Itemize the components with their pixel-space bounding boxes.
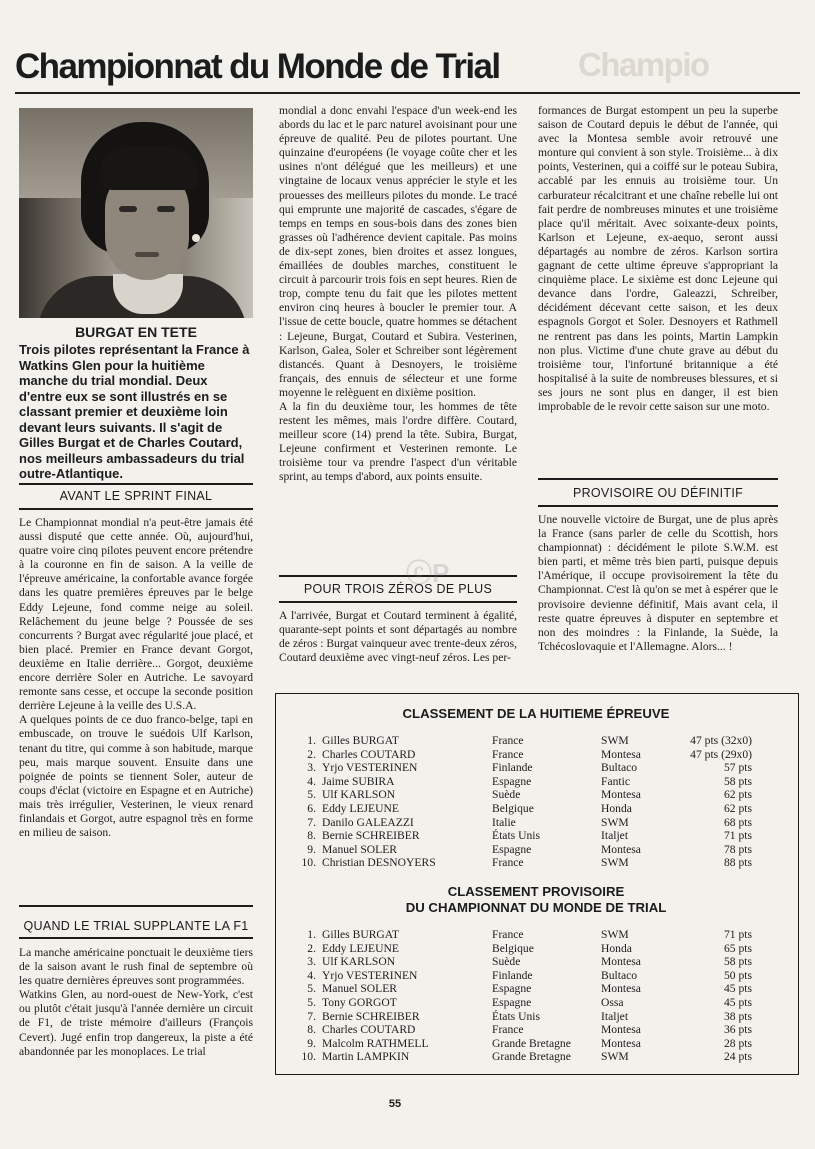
bleed-through-title: Champio	[578, 46, 709, 83]
table-row	[296, 829, 756, 843]
country-cell: Espagne	[492, 774, 532, 788]
rider-name-cell: Malcolm RATHMELL	[322, 1036, 429, 1050]
table-title-huitieme: CLASSEMENT DE LA HUITIEME ÉPREUVE	[402, 706, 670, 721]
points-cell: 36 pts	[723, 1023, 752, 1037]
article-text-provisoire	[538, 513, 778, 654]
rank-cell: 10.	[301, 856, 316, 870]
motorcycle-cell: Montesa	[601, 842, 641, 856]
motorcycle-cell: SWM	[601, 928, 629, 941]
section-heading-provisoire: PROVISOIRE OU DÉFINITIF	[572, 486, 744, 500]
motorcycle-cell: Fantic	[601, 774, 630, 788]
table-row	[296, 1050, 756, 1064]
motorcycle-cell: Bultaco	[601, 761, 638, 775]
table-row	[296, 761, 756, 775]
rider-name-cell: Bernie SCHREIBER	[322, 829, 420, 843]
country-cell: Suède	[492, 788, 521, 802]
motorcycle-cell: Montesa	[601, 955, 641, 969]
paragraph: A quelques points de ce duo franco-belge, tapi en embuscade, on trouve le suédois Ulf Karlson, tenant du titre, qui comme à son habitude, marque peu, mais marque souvent. Ensuite dans une poignée de points se tiennent Soler, auteur de coups d'éclat (victoire en Espagne et en Autriche) mais très irrégulier, Vesterinen, le vieux renard finlandais et Gorgot, autre espagnol très en forme en milieu de saison.	[19, 713, 253, 840]
motorcycle-cell: SWM	[601, 734, 629, 747]
country-cell: États Unis	[492, 1009, 540, 1023]
table-row	[296, 928, 756, 942]
rider-name-cell: Danilo GALEAZZI	[322, 815, 414, 829]
points-cell: 28 pts	[723, 1036, 752, 1050]
country-cell: Espagne	[492, 995, 532, 1009]
points-cell: 65 pts	[723, 941, 752, 955]
rank-cell: 4.	[307, 968, 316, 982]
paragraph: mondial a donc envahi l'espace d'un week-end les abords du lac et le parc naturel avoisinant pour une épreuve de qualité. Peu de pilotes pourtant. Une quinzaine d'européens (le voyage coûte cher et les usines n'ont délégué que les meilleurs) et une vingtaine de locaux venus apprécier le style et les prouesses des meilleurs pilotes du monde. Le tracé qui emprunte une majorité de cascades, s'égare de temps en temps en sous-bois dans des zones bien grasses où l'adhérence devient capitale. Pas moins de dix-sept zones, bien droites et assez longues, émaillées de doubles marches, constituent le circuit à parcourir trois fois en sept heures. Rien de trop, compte tenu du fait que les pilotes mettent environ cinq heures à boucler le premier tour. A l'issue de cette boucle, quatre hommes se détachent : Lejeune, Burgat, Coutard et Subira. Vesterinen, Karlson, Galea, Soler et Schreiber sont légèrement distancés. Quant à Desnoyers, le troisième français, des ennuis de sélecteur et une forme moyenne le relèguent en dixième position.	[279, 104, 517, 399]
table-row	[296, 982, 756, 996]
motorcycle-cell: Ossa	[601, 995, 624, 1009]
motorcycle-cell: Italjet	[601, 1009, 629, 1023]
page-number: 55	[388, 1098, 402, 1110]
results-table-huitieme	[296, 734, 756, 870]
section-heading-avant-sprint: AVANT LE SPRINT FINAL	[59, 489, 213, 503]
rider-name-cell: Martin LAMPKIN	[322, 1050, 410, 1064]
points-cell: 24 pts	[723, 1050, 752, 1064]
paragraph: Le Championnat mondial n'a peut-être jamais été aussi disputé que cette année. Où, aujourd'hui, quatre voire cinq pilotes peuvent encore prétendre à la couronne en fin de saison. A la veille de l'épreuve américaine, la confortable avance forgée dans les quatre premières épreuves par le belge Eddy Lejeune, fond comme neige au soleil. Relâchement du jeune belge ? Poussée de ses concurrents ? Burgat avec régularité joue placé, et bien placé. Premier en France devant Gorgot, deuxième en Italie derrière... Gorgot, deuxième encore derrière Soler en Autriche. Le savoyard remonte sans cesse, et occupe la seconde position derrière Lejeune à la veille des U.S.A.	[19, 516, 253, 713]
rank-cell: 1.	[307, 928, 316, 941]
table-title-provisoire-2: DU CHAMPIONNAT DU MONDE DE TRIAL	[405, 900, 667, 915]
country-cell: Grande Bretagne	[492, 1050, 571, 1064]
rider-name-cell: Yrjo VESTERINEN	[322, 761, 418, 775]
rank-cell: 3.	[307, 761, 316, 775]
title-rule	[15, 92, 800, 94]
rider-name-cell: Ulf KARLSON	[322, 788, 396, 802]
table-row	[296, 942, 756, 956]
motorcycle-cell: Italjet	[601, 829, 629, 843]
paragraph: Une nouvelle victoire de Burgat, une de plus après la France (sans parler de celle du Scottish, hors championnat) : décidément le pilote S.W.M. est bien parti, et même très bien parti, puisque depuis l'Amérique, il occupe provisoirement la tête du Championnat. C'est là qu'on se met à espérer que le provisoire devienne définitif, Mais avant cela, il reste quatre épreuves à disputer en septembre et non des moindres : la Finlande, la Suède, la Tchécoslovaquie et l'Allemagne. Alors... !	[538, 513, 778, 653]
country-cell: États Unis	[492, 829, 540, 843]
section-rule	[279, 601, 517, 603]
photo-caption: Trois pilotes représentant la France à Watkins Glen pour la huitième manche du trial mondial. Deux d'entre eux se sont illustrés en se classant premier et deuxième loin devant leurs suivants. Il s'agit de Gilles Burgat et de Charles Coutard, nos meilleurs ambassadeurs du trial outre-Atlantique.	[19, 342, 250, 481]
section-rule	[19, 483, 253, 485]
rank-cell: 5.	[307, 995, 316, 1009]
paragraph: La manche américaine ponctuait le deuxième tiers de la saison avant le rush final de septembre où les quatre dernières épreuves sont programmées.	[19, 946, 253, 988]
table-row	[296, 843, 756, 857]
country-cell: Italie	[492, 815, 516, 829]
points-cell: 45 pts	[723, 995, 752, 1009]
rank-cell: 5.	[307, 982, 316, 996]
motorcycle-cell: SWM	[601, 1050, 629, 1064]
section-heading-trial-f1: QUAND LE TRIAL SUPPLANTE LA F1	[23, 919, 249, 933]
rider-name-cell: Eddy LEJEUNE	[322, 941, 399, 955]
motorcycle-cell: SWM	[601, 856, 629, 870]
paragraph: formances de Burgat estompent un peu la superbe saison de Coutard depuis le début de l'année, qui avec la Montesa semble avoir retrouvé une monture qui convient à son style. Troisième... à dix points, Vesterinen, qui a coiffé sur le poteau Subira, accablé par les ennuis au troisième tour. Un carburateur récalcitrant et une chaîne rebelle lui ont fait perdre de nombreuses minutes et une troisième place qu'il méritait. Avec soixante-deux points, Karlson et Lejeune, ex-aequo, seront aussi départagés au nombre de zéros. Karlson sortira gagnant de cette ultime épreuve s'appropriant la cinquième place. Le sixième est donc Lejeune qui devance dans l'ordre, Galeazzi, Schreiber, décidément décevant cette saison, et les deux espagnols Gorgot et Soler. Desnoyers et Rathmell ne rentrent pas dans les points, Martin Lampkin non plus. Victime d'une chute grave au début du troisième tour, l'infortuné britannique a été hospitalisé à la suite de nombreuses blessures, et si ses jours ne sont plus en danger, il est bien improbable de le revoir cette saison sur une moto.	[538, 104, 778, 413]
table-row	[296, 856, 756, 870]
motorcycle-cell: Montesa	[601, 982, 641, 996]
rank-cell: 9.	[307, 1036, 316, 1050]
country-cell: Grande Bretagne	[492, 1036, 571, 1050]
country-cell: France	[492, 856, 524, 870]
paragraph: A la fin du deuxième tour, les hommes de tête restent les mêmes, mais l'ordre diffère. Coutard, meilleur score (14) prend la tête. Subira, Burgat, Lejeune confirment et Vesterinen remonte. Le troisième tour va prendre l'aspect d'un véritable sprint, au temps d'abord, aux points ensuite.	[279, 399, 517, 484]
points-cell: 58 pts	[723, 955, 752, 969]
section-rule	[19, 508, 253, 510]
rider-name-cell: Eddy LEJEUNE	[322, 801, 399, 815]
points-cell: 71 pts	[723, 928, 752, 941]
rider-name-cell: Charles COUTARD	[322, 1023, 416, 1037]
rider-name-cell: Ulf KARLSON	[322, 955, 396, 969]
table-row	[296, 816, 756, 830]
table-row	[296, 1010, 756, 1024]
section-rule	[279, 575, 517, 577]
table-row	[296, 734, 756, 748]
points-cell: 62 pts	[723, 801, 752, 815]
article-text-col2	[279, 104, 517, 485]
rider-name-cell: Gilles BURGAT	[322, 734, 399, 747]
motorcycle-cell: Montesa	[601, 1023, 641, 1037]
points-cell: 45 pts	[723, 982, 752, 996]
motorcycle-cell: SWM	[601, 815, 629, 829]
rank-cell: 2.	[307, 941, 316, 955]
table-row	[296, 969, 756, 983]
country-cell: France	[492, 1023, 524, 1037]
rank-cell: 8.	[307, 829, 316, 843]
country-cell: France	[492, 747, 524, 761]
rider-name-cell: Gilles BURGAT	[322, 928, 399, 941]
rank-cell: 3.	[307, 955, 316, 969]
table-row	[296, 1023, 756, 1037]
rank-cell: 9.	[307, 842, 316, 856]
rank-cell: 10.	[301, 1050, 316, 1064]
country-cell: Belgique	[492, 801, 534, 815]
rider-name-cell: Tony GORGOT	[322, 995, 397, 1009]
motorcycle-cell: Honda	[601, 801, 632, 815]
rank-cell: 7.	[307, 815, 316, 829]
table-row	[296, 1037, 756, 1051]
rank-cell: 8.	[307, 1023, 316, 1037]
paragraph: Watkins Glen, au nord-ouest de New-York, c'est ou plutôt c'était jusqu'à l'année dernière un circuit de F1, de triste mémoire d'ailleurs (François Cevert). Jugé enfin trop dangereux, la piste a été abandonnée par les monoplaces. Le trial	[19, 988, 253, 1058]
points-cell: 71 pts	[723, 829, 752, 843]
motorcycle-cell: Montesa	[601, 747, 641, 761]
country-cell: Espagne	[492, 842, 532, 856]
rank-cell: 6.	[307, 801, 316, 815]
points-cell: 58 pts	[723, 774, 752, 788]
points-cell: 47 pts (29x0)	[690, 747, 752, 761]
points-cell: 57 pts	[723, 761, 752, 775]
rank-cell: 1.	[307, 734, 316, 747]
points-cell: 47 pts (32x0)	[690, 734, 752, 747]
results-table-provisoire	[296, 928, 756, 1064]
points-cell: 50 pts	[723, 968, 752, 982]
country-cell: France	[492, 734, 524, 747]
points-cell: 88 pts	[723, 856, 752, 870]
section-rule	[538, 478, 778, 480]
motorcycle-cell: Montesa	[601, 1036, 641, 1050]
table-row	[296, 788, 756, 802]
points-cell: 62 pts	[723, 788, 752, 802]
motorcycle-cell: Bultaco	[601, 968, 638, 982]
rider-name-cell: Christian DESNOYERS	[322, 856, 436, 870]
points-cell: 68 pts	[723, 815, 752, 829]
rider-name-cell: Charles COUTARD	[322, 747, 416, 761]
portrait-photo	[19, 108, 253, 318]
table-row	[296, 802, 756, 816]
article-title: Championnat du Monde de Trial	[15, 47, 500, 86]
watermark-logo: ⓒP	[406, 558, 450, 588]
points-cell: 78 pts	[723, 842, 752, 856]
section-heading-trois-zeros: POUR TROIS ZÉROS DE PLUS	[303, 582, 493, 596]
table-row	[296, 955, 756, 969]
article-text-trial-f1	[19, 946, 253, 1059]
article-text-avant-sprint	[19, 516, 253, 840]
rider-name-cell: Jaime SUBIRA	[322, 774, 395, 788]
country-cell: Espagne	[492, 982, 532, 996]
rider-name-cell: Yrjo VESTERINEN	[322, 968, 418, 982]
paragraph: A l'arrivée, Burgat et Coutard terminent à égalité, quarante-sept points et sont départagés au nombre de zéros : Burgat vainqueur avec trente-deux zéros, Coutard deuxième avec vingt-neuf zéros. Les per-	[279, 609, 518, 665]
table-row	[296, 748, 756, 762]
country-cell: Belgique	[492, 941, 534, 955]
section-rule	[19, 937, 253, 939]
section-rule	[19, 905, 253, 907]
photo-caption-heading: BURGAT EN TETE	[75, 324, 197, 340]
section-rule	[538, 505, 778, 507]
country-cell: Suède	[492, 955, 521, 969]
rank-cell: 4.	[307, 774, 316, 788]
country-cell: Finlande	[492, 761, 533, 775]
rider-name-cell: Bernie SCHREIBER	[322, 1009, 420, 1023]
article-text-trois-zeros	[279, 609, 517, 665]
rank-cell: 7.	[307, 1009, 316, 1023]
rider-name-cell: Manuel SOLER	[322, 982, 398, 996]
motorcycle-cell: Montesa	[601, 788, 641, 802]
rank-cell: 2.	[307, 747, 316, 761]
motorcycle-cell: Honda	[601, 941, 632, 955]
article-text-col3	[538, 104, 778, 414]
rank-cell: 5.	[307, 788, 316, 802]
rider-name-cell: Manuel SOLER	[322, 842, 398, 856]
points-cell: 38 pts	[723, 1009, 752, 1023]
table-row	[296, 775, 756, 789]
table-row	[296, 996, 756, 1010]
table-title-provisoire-1: CLASSEMENT PROVISOIRE	[447, 884, 625, 899]
country-cell: France	[492, 928, 524, 941]
country-cell: Finlande	[492, 968, 533, 982]
